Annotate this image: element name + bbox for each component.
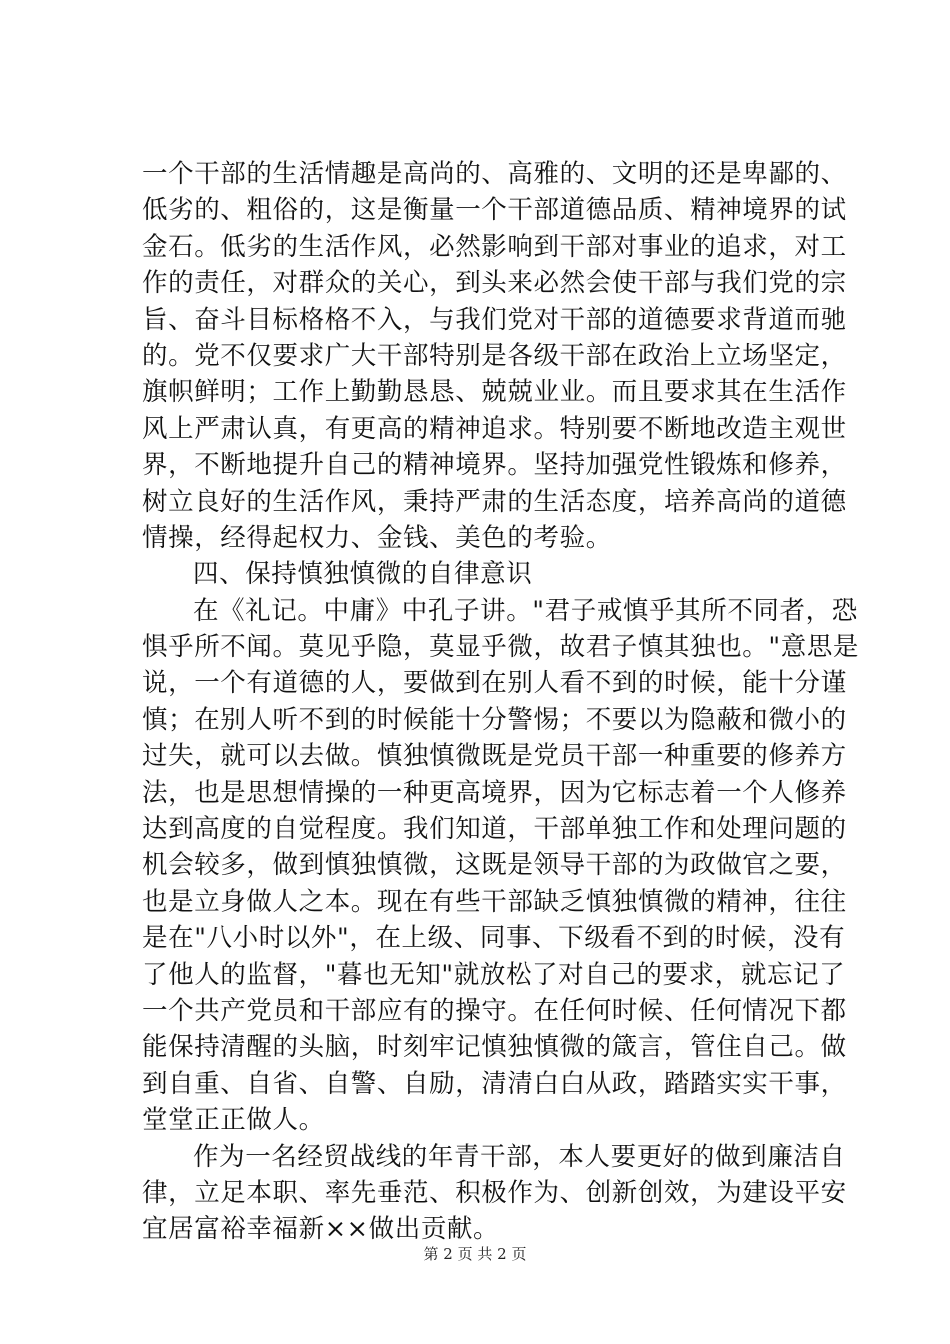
text-line: 界，不断地提升自己的精神境界。坚持加强党性锻炼和修养，: [142, 450, 847, 481]
text-line: 能保持清醒的头脑，时刻牢记慎独慎微的箴言，管住自己。做: [142, 1032, 847, 1063]
document-body: [142, 156, 860, 1248]
text-line: 一个共产党员和干部应有的操守。在任何时候、任何情况下都: [142, 995, 847, 1026]
text-line: 机会较多，做到慎独慎微，这既是领导干部的为政做官之要，: [142, 850, 847, 881]
text-line: 说，一个有道德的人，要做到在别人看不到的时候，能十分谨: [142, 668, 847, 699]
text-line: 堂堂正正做人。: [142, 1105, 325, 1136]
text-line: 法，也是思想情操的一种更高境界，因为它标志着一个人修养: [142, 777, 847, 808]
text-line: 树立良好的生活作风，秉持严肃的生活态度，培养高尚的道德: [142, 486, 847, 517]
text-line: 作为一名经贸战线的年青干部，本人要更好的做到廉洁自: [193, 1141, 846, 1172]
text-line: 的。党不仅要求广大干部特别是各级干部在政治上立场坚定，: [142, 340, 847, 371]
text-line: 慎；在别人听不到的时候能十分警惕；不要以为隐蔽和微小的: [142, 704, 847, 735]
text-line: 是在"八小时以外"，在上级、同事、下级看不到的时候，没有: [142, 923, 846, 954]
text-line: 旨、奋斗目标格格不入，与我们党对干部的道德要求背道而驰: [142, 304, 847, 335]
text-line: 了他人的监督，"暮也无知"就放松了对自己的要求，就忘记了: [142, 959, 846, 990]
page-number-footer: 第 2 页 共 2 页: [423, 1245, 527, 1263]
text-line: 也是立身做人之本。现在有些干部缺乏慎独慎微的精神，往往: [142, 886, 847, 917]
text-line: 达到高度的自觉程度。我们知道，干部单独工作和处理问题的: [142, 814, 847, 845]
text-line: 在《礼记。中庸》中孔子讲。"君子戒慎乎其所不同者，恐: [193, 595, 858, 626]
text-line: 作的责任，对群众的关心，到头来必然会使干部与我们党的宗: [142, 268, 847, 299]
text-line: 情操，经得起权力、金钱、美色的考验。: [142, 522, 612, 553]
section-heading: 四、保持慎独慎微的自律意识: [193, 559, 533, 590]
text-line: 金石。低劣的生活作风，必然影响到干部对事业的追求，对工: [142, 231, 847, 262]
text-line: 风上严肃认真，有更高的精神追求。特别要不断地改造主观世: [142, 413, 847, 444]
text-line: 到自重、自省、自警、自励，清清白白从政，踏踏实实干事，: [142, 1068, 847, 1099]
text-line: 过失，就可以去做。慎独慎微既是党员干部一种重要的修养方: [142, 741, 847, 772]
text-line: 惧乎所不闻。莫见乎隐，莫显乎微，故君子慎其独也。"意思是: [142, 632, 860, 663]
text-line: 宜居富裕幸福新××做出贡献。: [142, 1214, 500, 1245]
text-line: 一个干部的生活情趣是高尚的、高雅的、文明的还是卑鄙的、: [142, 159, 847, 189]
text-line: 低劣的、粗俗的，这是衡量一个干部道德品质、精神境界的试: [142, 195, 847, 226]
text-line: 旗帜鲜明；工作上勤勤恳恳、兢兢业业。而且要求其在生活作: [142, 377, 847, 408]
text-line: 律，立足本职、率先垂范、积极作为、创新创效，为建设平安: [142, 1177, 847, 1208]
